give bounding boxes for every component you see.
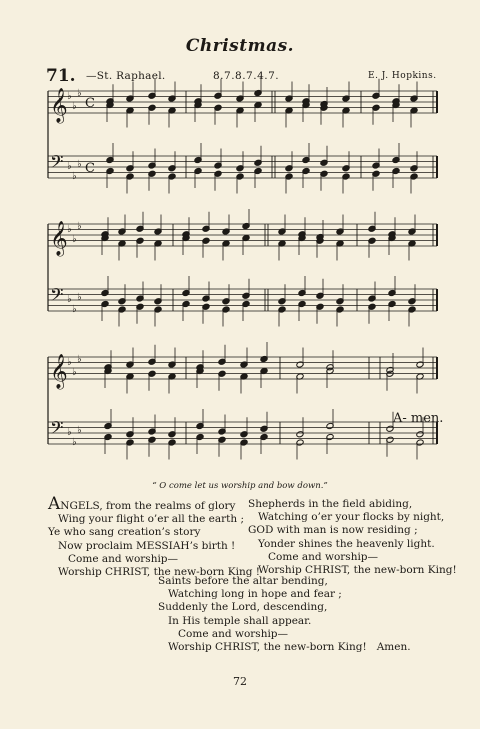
verse-3	[158, 575, 411, 654]
verse-1-line: Come and worship—	[48, 552, 179, 565]
time-signature: C	[85, 96, 95, 111]
verse-1-line: Ye who sang creation’s story	[48, 526, 201, 539]
verse-3-line: Saints before the altar bending,	[158, 575, 328, 587]
flat-sign: ♭	[77, 292, 82, 303]
bass-clef: 𝄢	[50, 418, 64, 442]
flat-sign: ♭	[77, 425, 82, 436]
treble-clef: 𝄞	[50, 354, 68, 389]
flat-sign: ♭	[72, 437, 77, 448]
drop-cap: A	[48, 494, 61, 514]
flat-sign: ♭	[72, 304, 77, 315]
flat-sign: ♭	[72, 101, 77, 112]
bass-clef: 𝄢	[50, 285, 64, 309]
verse-2-line: Come and worship—	[248, 550, 379, 563]
time-signature: C	[85, 161, 95, 176]
verse-1-line: Worship CHRIST, the new-born King !	[48, 566, 261, 579]
composer-name: E. J. Hopkins.	[368, 71, 437, 81]
hymn-caption: “ O come let us worship and bow down.”	[152, 481, 328, 491]
verse-2	[248, 498, 457, 577]
flat-sign: ♭	[77, 354, 82, 365]
bass-clef: 𝄢	[50, 152, 64, 176]
verse-2-line: Yonder shines the heavenly light.	[248, 537, 435, 550]
verse-1	[48, 494, 261, 579]
flat-sign: ♭	[67, 294, 72, 305]
hymn-number: 71.	[46, 66, 76, 86]
verse-2-line: Shepherds in the field abiding,	[248, 498, 413, 510]
verse-3-line: Come and worship—	[158, 627, 289, 640]
flat-sign: ♭	[77, 159, 82, 170]
page-title: Christmas.	[185, 36, 295, 56]
flat-sign: ♭	[72, 367, 77, 378]
verse-2-line: Watching o’er your flocks by night,	[248, 511, 445, 524]
verse-3-line: Watching long in hope and fear ;	[158, 588, 342, 601]
treble-clef: 𝄞	[50, 88, 68, 123]
verse-1-line: NGELS, from the realms of glory	[60, 500, 236, 512]
hymn-meter: 8.7.8.7.4.7.	[213, 70, 280, 82]
flat-sign: ♭	[67, 357, 72, 368]
treble-clef: 𝄞	[50, 221, 68, 256]
verse-1-line: Wing your flight o’er all the earth ;	[48, 513, 245, 526]
tune-name: —St. Raphael.	[86, 70, 166, 82]
verse-1-line: Now proclaim MESSIAH’s birth !	[48, 539, 236, 552]
flat-sign: ♭	[77, 88, 82, 99]
verse-2-line: GOD with man is now residing ;	[248, 524, 418, 537]
verse-2-line: Worship CHRIST, the new-born King!	[248, 564, 457, 577]
page-number: 72	[233, 675, 247, 688]
flat-sign: ♭	[67, 91, 72, 102]
flat-sign: ♭	[67, 427, 72, 438]
verse-3-line: Worship CHRIST, the new-born King! Amen.	[158, 641, 411, 654]
flat-sign: ♭	[72, 234, 77, 245]
amen-lyric: A- men.	[393, 411, 444, 426]
flat-sign: ♭	[72, 171, 77, 182]
verse-3-line: In His temple shall appear.	[158, 614, 312, 627]
flat-sign: ♭	[67, 161, 72, 172]
verse-3-line: Suddenly the Lord, descending,	[158, 601, 328, 614]
flat-sign: ♭	[67, 224, 72, 235]
flat-sign: ♭	[77, 221, 82, 232]
